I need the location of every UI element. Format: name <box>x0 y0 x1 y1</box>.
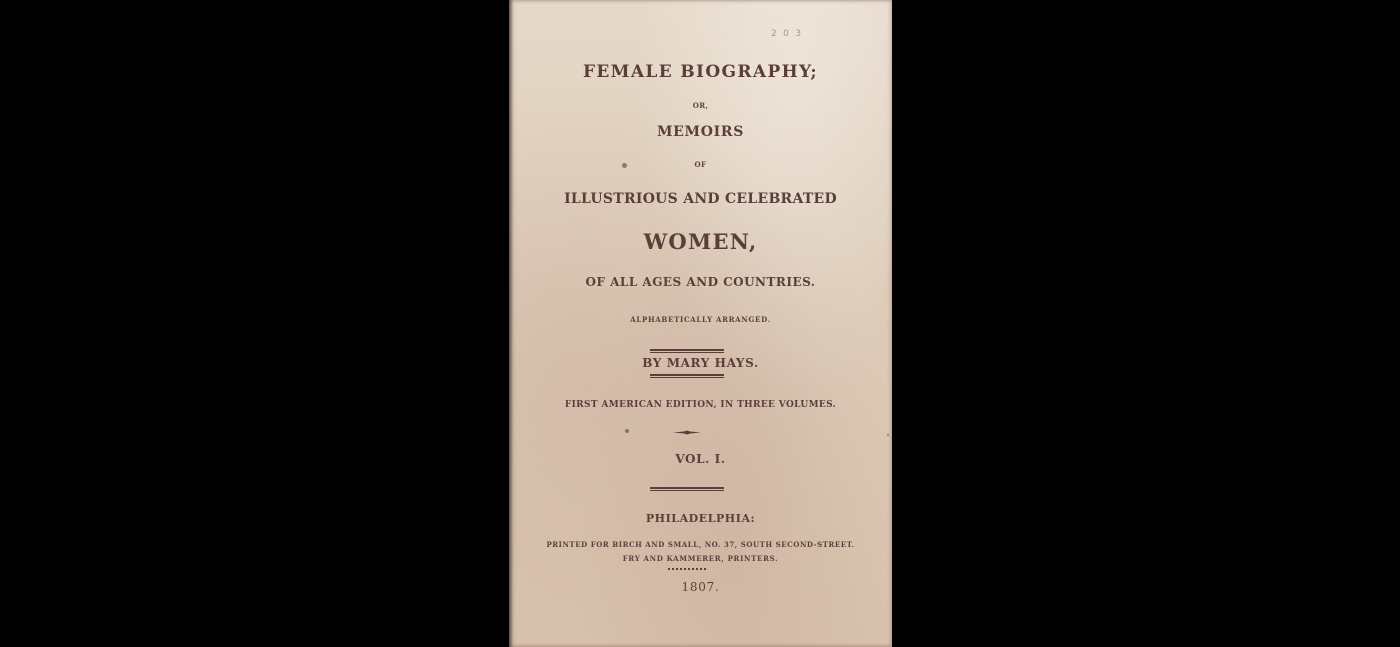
book-title: FEMALE BIOGRAPHY; <box>582 62 819 82</box>
edition-line: FIRST AMERICAN EDITION, IN THREE VOLUMES. <box>564 400 837 410</box>
volume-line: VOL. I. <box>675 452 726 466</box>
of-connector: OF <box>694 160 707 169</box>
double-rule-top <box>650 349 724 353</box>
imprint-year: 1807. <box>681 580 720 594</box>
foxing-spot <box>625 429 629 433</box>
women-heading: WOMEN, <box>643 229 758 254</box>
pencil-annotation: 2 0 3 <box>771 29 803 39</box>
arrangement-note: ALPHABETICALLY ARRANGED. <box>630 315 771 324</box>
imprint-city: PHILADELPHIA: <box>645 512 756 525</box>
foxing-spot <box>887 434 889 436</box>
imprint-publisher: PRINTED FOR BIRCH AND SMALL, NO. 37, SOUTH SECOND-STREET. <box>546 540 855 549</box>
author-line: BY MARY HAYS. <box>642 356 759 370</box>
double-rule-volume <box>650 487 724 491</box>
imprint-printers: FRY AND KAMMERER, PRINTERS. <box>622 554 779 563</box>
dotted-divider <box>668 568 706 571</box>
double-rule-bottom <box>650 374 724 378</box>
memoirs-heading: MEMOIRS <box>656 124 745 140</box>
subject-line: ILLUSTRIOUS AND CELEBRATED <box>564 191 837 207</box>
foxing-spot <box>622 163 627 168</box>
ages-line: OF ALL AGES AND COUNTRIES. <box>585 275 816 289</box>
or-connector: OR, <box>692 101 709 110</box>
book-title-page <box>509 0 892 647</box>
ornament-dash-icon <box>673 430 701 435</box>
